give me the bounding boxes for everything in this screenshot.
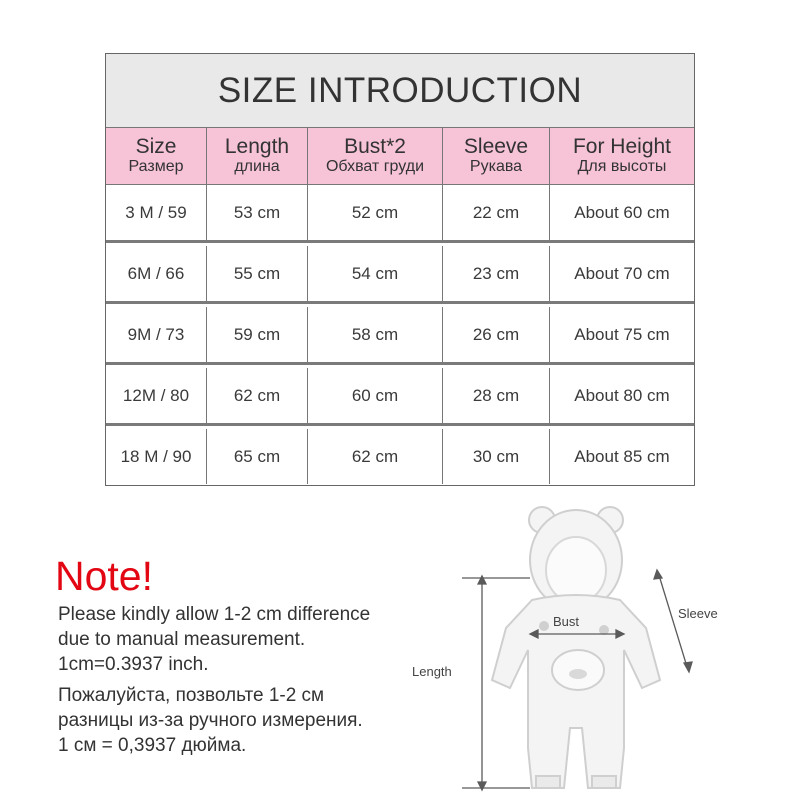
cell-bust: 60 cm — [308, 368, 443, 423]
size-table — [105, 53, 695, 486]
header-length — [207, 128, 308, 184]
note-ru-line: Пожалуйста, позвольте 1-2 см — [58, 685, 325, 706]
note-ru-line: 1 см = 0,3937 дюйма. — [58, 735, 247, 756]
header-length-en: Length — [224, 135, 290, 158]
cell-sleeve: 22 cm — [443, 185, 550, 240]
sleeve-label: Sleeve — [678, 606, 718, 621]
cell-sleeve: 30 cm — [443, 429, 550, 484]
header-bust-en: Bust*2 — [344, 135, 406, 158]
header-height-en: For Height — [572, 135, 672, 158]
table-title: SIZE INTRODUCTION — [106, 54, 694, 127]
header-size — [106, 128, 207, 184]
cell-bust: 58 cm — [308, 307, 443, 362]
header-bust — [308, 128, 443, 184]
cell-height: About 70 cm — [574, 263, 670, 283]
table-row — [106, 429, 694, 487]
cell-sleeve: 26 cm — [443, 307, 550, 362]
button-icon — [539, 621, 549, 631]
cell-length: 55 cm — [207, 246, 308, 301]
cell-height: About 80 cm — [574, 385, 670, 405]
cell-length: 59 cm — [207, 307, 308, 362]
note-en-line: Please kindly allow 1-2 cm difference — [58, 604, 371, 625]
cell-height: About 85 cm — [574, 446, 670, 466]
header-size-ru: Размер — [128, 158, 184, 175]
header-length-ru: длина — [234, 158, 280, 175]
measurement-diagram — [410, 498, 740, 798]
header-size-en: Size — [135, 135, 177, 158]
cell-bust: 54 cm — [308, 246, 443, 301]
cell-length: 62 cm — [207, 368, 308, 423]
cell-height: About 75 cm — [574, 324, 670, 344]
right-foot-icon — [592, 776, 616, 788]
table-row — [106, 368, 694, 426]
cell-size: 3 M / 59 — [106, 185, 207, 240]
note-en-line: 1cm=0.3937 inch. — [58, 654, 209, 675]
table-row — [106, 246, 694, 304]
bust-label: Bust — [552, 614, 580, 629]
header-bust-ru: Обхват груди — [325, 158, 424, 175]
header-sleeve-ru: Рукава — [469, 158, 523, 175]
header-sleeve-en: Sleeve — [463, 135, 529, 158]
length-arrow-top-icon — [478, 576, 486, 584]
cell-size: 6M / 66 — [106, 246, 207, 301]
cell-size: 12M / 80 — [106, 368, 207, 423]
sleeve-arrow-bottom-icon — [684, 662, 692, 672]
left-foot-icon — [536, 776, 560, 788]
length-arrow-bottom-icon — [478, 782, 486, 790]
romper-illustration — [492, 507, 660, 788]
table-row — [106, 185, 694, 243]
cell-sleeve: 28 cm — [443, 368, 550, 423]
cell-length: 65 cm — [207, 429, 308, 484]
cell-sleeve: 23 cm — [443, 246, 550, 301]
header-height — [550, 128, 694, 184]
header-sleeve — [443, 128, 550, 184]
note-en-line: due to manual measurement. — [58, 629, 306, 650]
table-row — [106, 307, 694, 365]
table-header-row — [106, 127, 694, 185]
sleeve-arrow-top-icon — [654, 570, 662, 579]
cell-size: 9M / 73 — [106, 307, 207, 362]
hood-opening-icon — [546, 537, 606, 603]
cell-height: About 60 cm — [574, 202, 670, 222]
bear-nose-icon — [569, 669, 587, 679]
cell-size: 18 M / 90 — [106, 429, 207, 484]
cell-bust: 62 cm — [308, 429, 443, 484]
note-ru-line: разницы из-за ручного измерения. — [58, 710, 363, 731]
cell-bust: 52 cm — [308, 185, 443, 240]
note-title: Note! — [55, 553, 153, 599]
header-height-ru: Для высоты — [577, 158, 667, 175]
length-label: Length — [412, 664, 452, 679]
cell-length: 53 cm — [207, 185, 308, 240]
sleeve-line — [658, 572, 688, 670]
